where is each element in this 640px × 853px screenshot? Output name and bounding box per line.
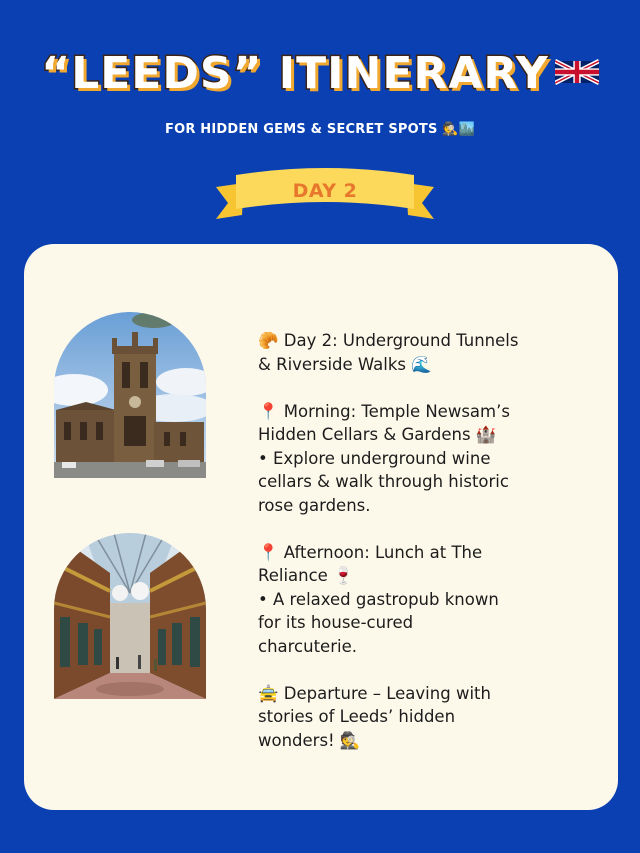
subtitle: FOR HIDDEN GEMS & SECRET SPOTS 🕵️🏙️ — [164, 122, 476, 137]
uk-flag-icon — [555, 47, 599, 98]
morning-line: Hidden Cellars & Gardens 🏰 — [258, 425, 497, 444]
afternoon-line: • A relaxed gastropub known — [258, 589, 499, 609]
departure-line: 🚖 Departure – Leaving with — [258, 683, 491, 703]
morning-line: rose gardens. — [258, 495, 371, 515]
leeds-minster-photo — [54, 312, 206, 478]
title-text: “LEEDS” ITINERARY — [41, 48, 549, 99]
departure-line: stories of Leeds’ hidden — [258, 707, 456, 726]
afternoon-line: charcuterie. — [258, 636, 357, 656]
intro-line: & Riverside Walks 🌊 — [258, 354, 432, 374]
afternoon-line: Reliance 🍷 — [258, 566, 354, 585]
day-label: DAY 2 — [292, 180, 358, 202]
departure-line: wonders! 🕵️ — [258, 730, 361, 750]
page-title — [0, 48, 640, 99]
morning-line: 📍 Morning: Temple Newsam’s — [258, 401, 510, 421]
intro-line: 🥐 Day 2: Underground Tunnels — [258, 331, 519, 350]
itinerary-text — [258, 329, 578, 752]
morning-line: • Explore underground wine — [258, 448, 491, 468]
victoria-quarter-photo — [54, 533, 206, 699]
afternoon-line: 📍 Afternoon: Lunch at The — [258, 542, 483, 562]
afternoon-line: for its house-cured — [258, 613, 414, 632]
morning-line: cellars & walk through historic — [258, 472, 509, 491]
